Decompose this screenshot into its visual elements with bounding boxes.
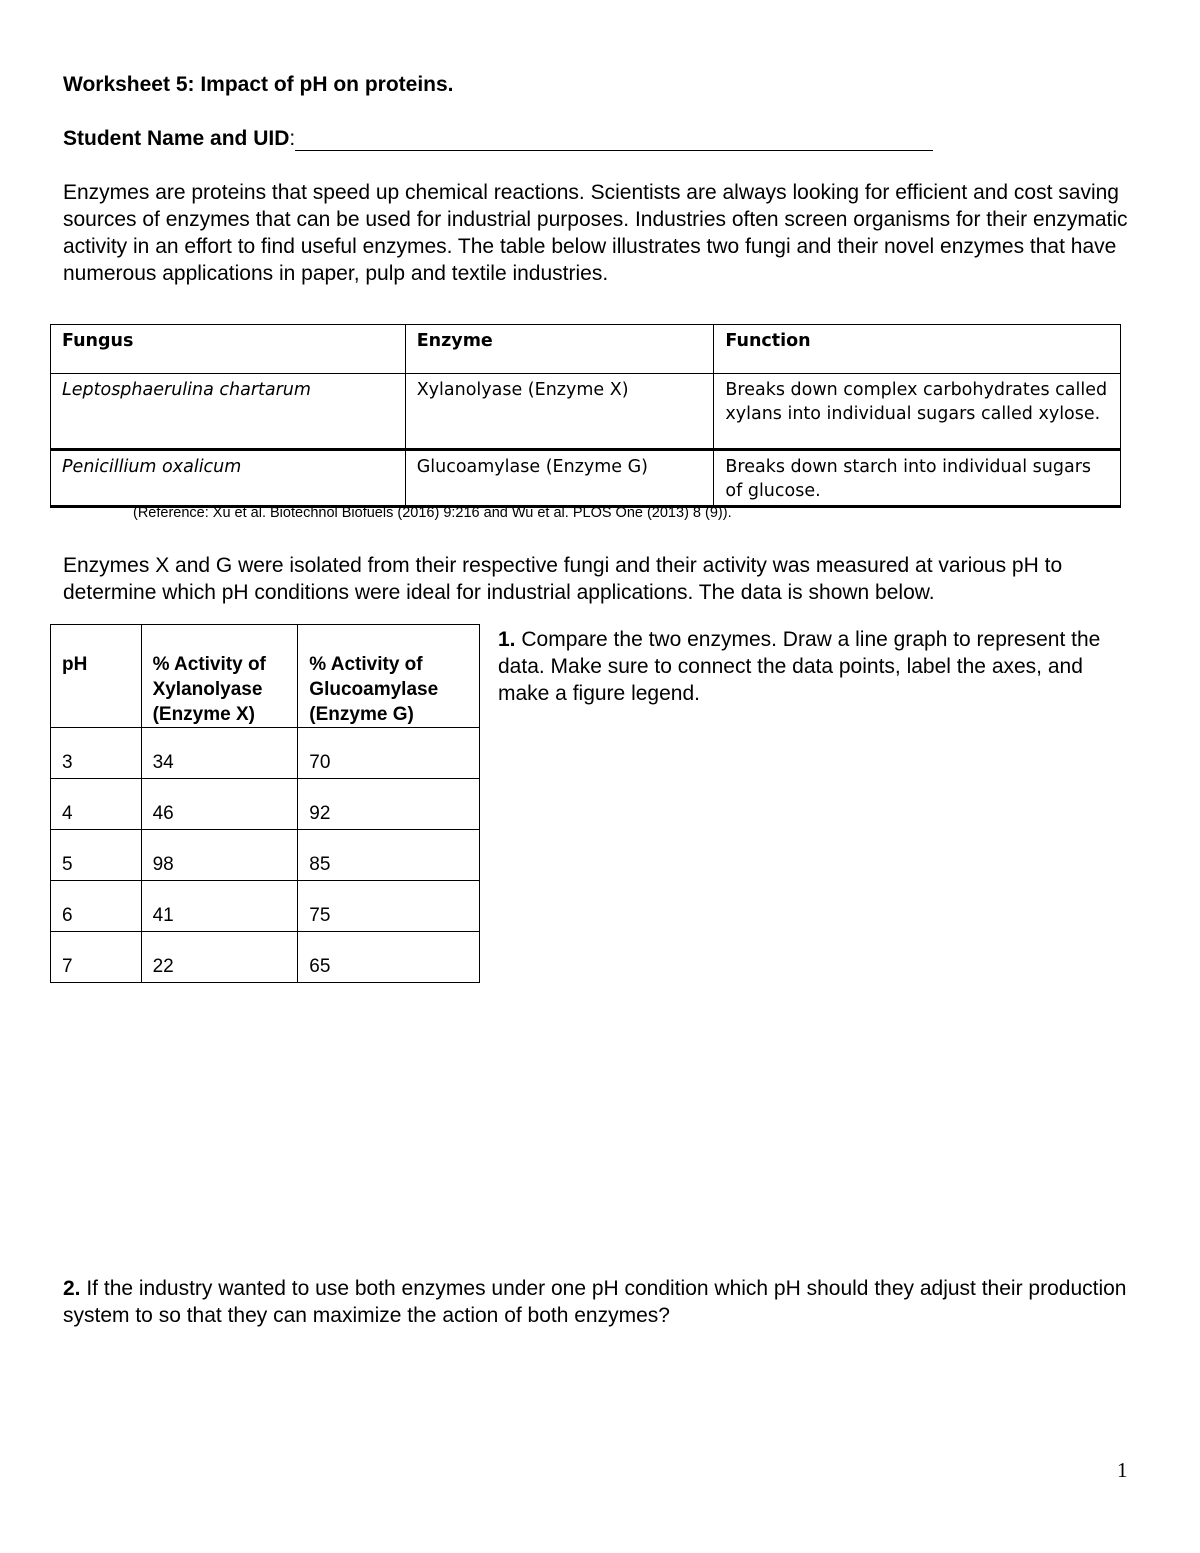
ph-value: 3 (51, 728, 142, 779)
activity-g-value: 75 (298, 881, 480, 932)
enzyme-name: Glucoamylase (Enzyme G) (405, 450, 714, 507)
ph-value: 6 (51, 881, 142, 932)
header-fungus: Fungus (51, 325, 406, 374)
student-name-colon: : (289, 127, 296, 150)
ph-table-header (51, 625, 480, 728)
table-row (51, 779, 480, 830)
header-activity-g: % Activity of Glucoamylase (Enzyme G) (298, 625, 480, 728)
question-2-text: If the industry wanted to use both enzymes under one pH condition which pH should they adjust their production system to so that they can maximize the action of both enzymes? (63, 1277, 1127, 1327)
activity-x-value: 22 (141, 932, 298, 983)
reference-citation: (Reference: Xu et al. Biotechnol Biofuels (2016) 9:216 and Wu et al. PLOS One (2013) 8 (9)). (133, 505, 732, 521)
table-row (51, 374, 1121, 450)
question-1 (498, 626, 1138, 707)
activity-x-value: 98 (141, 830, 298, 881)
activity-x-value: 34 (141, 728, 298, 779)
worksheet-title: Worksheet 5: Impact of pH on proteins. (63, 73, 454, 96)
activity-x-value: 46 (141, 779, 298, 830)
data-intro-paragraph: Enzymes X and G were isolated from their respective fungi and their activity was measured at various pH to determine which pH conditions were ideal for industrial applications. The data is shown below. (63, 554, 1063, 604)
intro-paragraph: Enzymes are proteins that speed up chemical reactions. Scientists are always looking for efficient and cost saving sources of enzymes that can be used for industrial purposes. Industries often screen organisms for their enzymatic activity in an effort to find useful enzymes. The table below illustrates two fungi and their novel enzymes that have numerous applications in paper, pulp and textile industries. (63, 181, 1128, 285)
fungi-table-header (51, 325, 1121, 374)
fungi-table (50, 324, 1121, 508)
student-name-uid (63, 127, 933, 151)
header-function: Function (714, 325, 1121, 374)
fungus-name: Penicillium oxalicum (51, 450, 406, 507)
student-name-label: Student Name and UID (63, 127, 290, 150)
ph-activity-table (50, 624, 480, 983)
table-row (51, 830, 480, 881)
question-2 (63, 1275, 1128, 1329)
table-row (51, 450, 1121, 507)
activity-g-value: 65 (298, 932, 480, 983)
ph-value: 7 (51, 932, 142, 983)
question-1-text: Compare the two enzymes. Draw a line graph to represent the data. Make sure to connect the data points, label the axes, and make a figure legend. (498, 628, 1101, 705)
table-row (51, 881, 480, 932)
question-1-number: 1. (498, 628, 516, 651)
ph-value: 4 (51, 779, 142, 830)
ph-value: 5 (51, 830, 142, 881)
header-enzyme: Enzyme (405, 325, 714, 374)
table-row (51, 728, 480, 779)
activity-g-value: 85 (298, 830, 480, 881)
enzyme-function: Breaks down starch into individual sugars of glucose. (714, 450, 1121, 507)
activity-x-value: 41 (141, 881, 298, 932)
enzyme-function: Breaks down complex carbohydrates called xylans into individual sugars called xylose. (714, 374, 1121, 450)
enzyme-name: Xylanolyase (Enzyme X) (405, 374, 714, 450)
header-activity-x: % Activity of Xylanolyase (Enzyme X) (141, 625, 298, 728)
page-number: 1 (1117, 1458, 1128, 1482)
header-ph: pH (51, 625, 142, 728)
activity-g-value: 92 (298, 779, 480, 830)
activity-g-value: 70 (298, 728, 480, 779)
table-row (51, 932, 480, 983)
question-2-number: 2. (63, 1277, 81, 1300)
fungus-name: Leptosphaerulina chartarum (51, 374, 406, 450)
student-name-blank[interactable] (295, 130, 933, 151)
